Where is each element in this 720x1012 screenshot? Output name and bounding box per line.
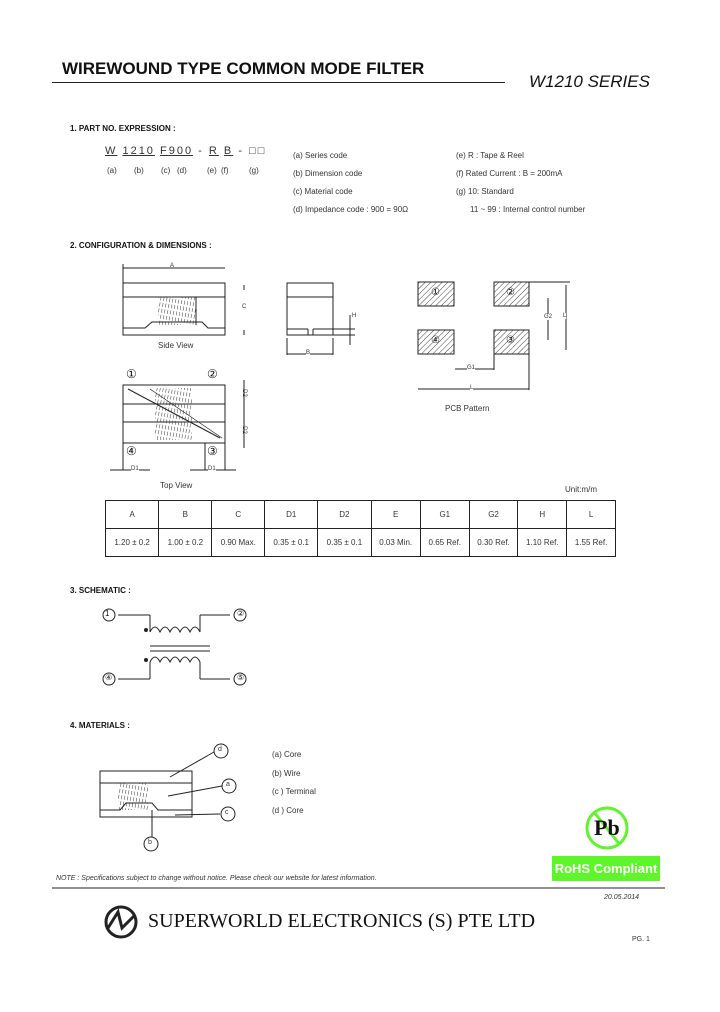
pin-3: ③ xyxy=(207,444,218,458)
part-dash: - xyxy=(238,145,244,157)
label-e: (e) xyxy=(207,166,217,175)
table-header-cell: G1 xyxy=(420,501,469,529)
pad-4: ④ xyxy=(431,335,440,346)
footer-note: NOTE : Specifications subject to change without notice. Please check our website for latest information. xyxy=(56,875,377,882)
section-1-heading: 1. PART NO. EXPRESSION : xyxy=(70,124,176,133)
unit-label: Unit:m/m xyxy=(565,485,597,494)
legend-b: (b) Dimension code xyxy=(293,169,363,178)
legend-f: (f) Rated Current : B = 200mA xyxy=(456,169,563,178)
schematic-pin-1-num: 1 xyxy=(105,609,110,618)
schematic-pin-5: ⑤ xyxy=(237,673,245,682)
part-dash: - xyxy=(198,145,204,157)
side-view-drawing xyxy=(123,264,247,335)
dim-h: H xyxy=(352,313,357,319)
material-b: (b) Wire xyxy=(272,768,301,778)
pin-2: ② xyxy=(207,367,218,381)
label-c: (c) xyxy=(161,166,171,175)
footer-date: 20.05.2014 xyxy=(604,894,640,901)
pb-text: Pb xyxy=(594,815,620,840)
table-header-cell: D2 xyxy=(318,501,371,529)
label-a: (a) xyxy=(107,166,117,175)
company-logo xyxy=(106,907,136,937)
part-d: 900 xyxy=(168,145,194,157)
table-cell: 1.20 ± 0.2 xyxy=(106,529,159,557)
table-header-cell: H xyxy=(518,501,567,529)
table-cell: 1.10 Ref. xyxy=(518,529,567,557)
part-f: B xyxy=(223,145,234,157)
company-name: SUPERWORLD ELECTRONICS (S) PTE LTD xyxy=(148,910,536,932)
part-g1: □ xyxy=(249,145,258,157)
pin-4: ④ xyxy=(126,444,137,458)
side-view-label: Side View xyxy=(158,341,194,350)
table-cell: 1.00 ± 0.2 xyxy=(159,529,212,557)
table-cell: 0.90 Max. xyxy=(212,529,265,557)
series-name: W1210 SERIES xyxy=(529,72,650,91)
table-cell: 0.65 Ref. xyxy=(420,529,469,557)
dim-g2: G2 xyxy=(544,314,553,320)
legend-a: (a) Series code xyxy=(293,151,348,160)
dim-h-pcb: L xyxy=(563,313,567,319)
material-c: (c ) Terminal xyxy=(272,787,316,796)
legend-d: (d) Impedance code : 900 = 90Ω xyxy=(293,205,409,214)
pin-1: ① xyxy=(126,367,137,381)
materials-drawing xyxy=(100,744,236,851)
legend-e: (e) R : Tape & Reel xyxy=(456,151,524,160)
pcb-pattern-label: PCB Pattern xyxy=(445,404,490,413)
table-header-cell: B xyxy=(159,501,212,529)
table-header-cell: G2 xyxy=(469,501,518,529)
part-a: W xyxy=(105,145,118,157)
dim-l: L xyxy=(470,385,474,391)
material-a: (a) Core xyxy=(272,750,302,759)
table-header-cell: C xyxy=(212,501,265,529)
table-header-cell: D1 xyxy=(265,501,318,529)
material-d: (d ) Core xyxy=(272,805,304,815)
section-4-heading: 4. MATERIALS : xyxy=(70,721,130,730)
schematic-pin-2: ② xyxy=(237,609,245,618)
callout-b: b xyxy=(148,839,152,846)
pcb-pattern-drawing xyxy=(418,282,570,390)
end-view-drawing xyxy=(287,283,355,355)
dim-a: A xyxy=(170,263,175,269)
table-header-cell: A xyxy=(106,501,159,529)
materials-list xyxy=(272,746,316,820)
dim-d1-left: D1 xyxy=(131,466,139,472)
legend-g-range: 11 ~ 99 : Internal control number xyxy=(470,205,586,214)
pad-2: ② xyxy=(506,287,515,298)
table-cell: 0.03 Min. xyxy=(371,529,420,557)
label-f: (f) xyxy=(221,166,229,175)
schematic-pin-4: ④ xyxy=(105,673,113,682)
document-title: WIREWOUND TYPE COMMON MODE FILTER xyxy=(62,59,425,78)
callout-a: a xyxy=(226,781,230,788)
table-row xyxy=(106,529,616,557)
rohs-badge: RoHS Compliant xyxy=(552,856,660,881)
pad-3: ③ xyxy=(506,335,515,346)
label-b: (b) xyxy=(134,166,144,175)
dim-c: C xyxy=(242,304,247,310)
part-b: 1210 xyxy=(122,145,155,157)
table-header-row xyxy=(106,501,616,529)
table-cell: 0.35 ± 0.1 xyxy=(265,529,318,557)
label-g: (g) xyxy=(249,166,259,175)
dim-b: B xyxy=(306,350,311,356)
label-d: (d) xyxy=(177,166,187,175)
dim-d1-right: D1 xyxy=(208,466,216,472)
table-cell: 0.30 Ref. xyxy=(469,529,518,557)
dim-g1: G1 xyxy=(467,365,476,371)
dimensions-table xyxy=(105,500,616,557)
legend-g: (g) 10: Standard xyxy=(456,187,514,196)
legend-c: (c) Material code xyxy=(293,187,353,196)
table-header-cell: L xyxy=(567,501,616,529)
callout-c: c xyxy=(225,809,229,816)
section-2-heading: 2. CONFIGURATION & DIMENSIONS : xyxy=(70,241,212,250)
section-3-heading: 3. SCHEMATIC : xyxy=(70,586,131,595)
pad-1: ① xyxy=(431,287,440,298)
dim-d2-bottom: D2 xyxy=(240,426,247,434)
dim-d2-top: D2 xyxy=(240,389,247,397)
table-cell: 1.55 Ref. xyxy=(567,529,616,557)
part-c: F xyxy=(160,145,169,157)
callout-d: d xyxy=(218,746,222,753)
schematic-drawing xyxy=(103,609,246,685)
table-header-cell: E xyxy=(371,501,420,529)
part-g2: □ xyxy=(257,145,267,157)
table-cell: 0.35 ± 0.1 xyxy=(318,529,371,557)
page-number: PG. 1 xyxy=(632,936,650,943)
part-e: R xyxy=(208,145,219,157)
top-view-label: Top View xyxy=(160,481,193,490)
